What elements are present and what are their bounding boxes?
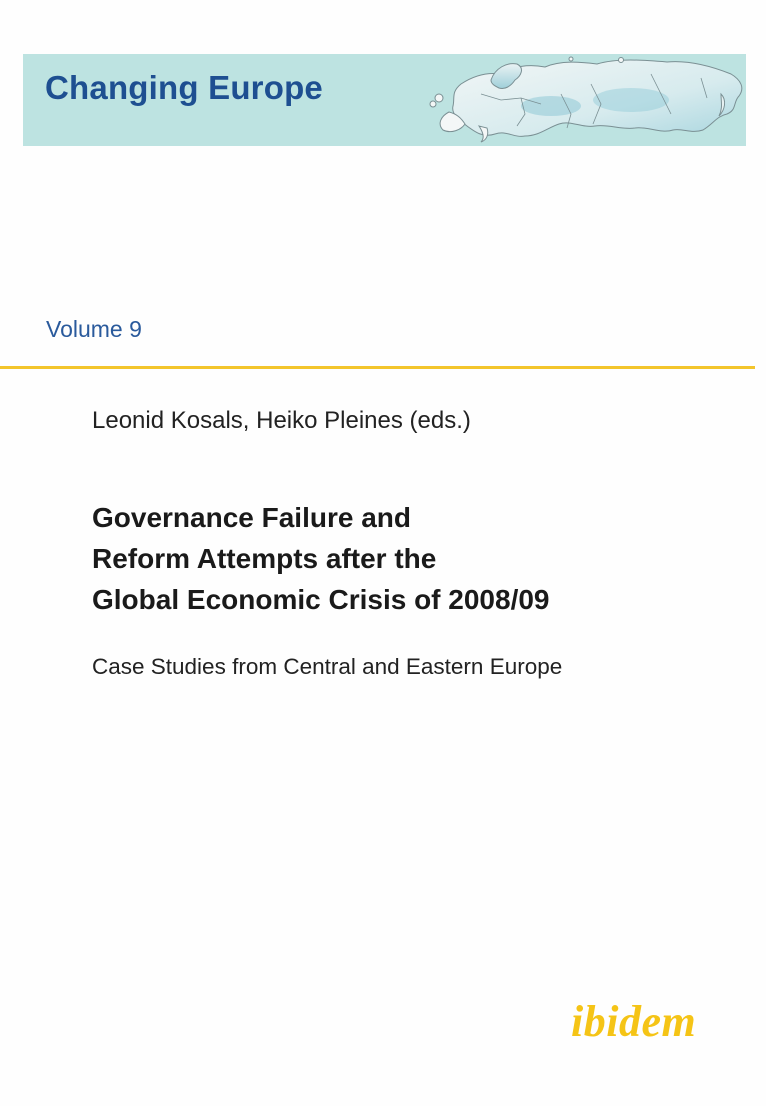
title-line: Reform Attempts after the [92, 543, 437, 574]
island-shape [430, 101, 436, 107]
title-line: Global Economic Crisis of 2008/09 [92, 584, 550, 615]
map-illustration [421, 54, 746, 146]
island-shape [435, 94, 443, 102]
subtitle: Case Studies from Central and Eastern Europe [92, 654, 563, 679]
divider-line [0, 366, 755, 369]
inland-water-shape [593, 88, 669, 112]
island-shape [569, 57, 573, 61]
inland-water-shape [521, 96, 581, 116]
series-banner [23, 54, 746, 146]
book-title [92, 497, 550, 620]
title-line: Governance Failure and [92, 502, 411, 533]
volume-label: Volume 9 [46, 316, 142, 342]
series-title: Changing Europe [45, 69, 323, 106]
editors: Leonid Kosals, Heiko Pleines (eds.) [92, 407, 471, 434]
publisher-logo: ibidem [571, 997, 697, 1046]
island-shape [619, 58, 624, 63]
